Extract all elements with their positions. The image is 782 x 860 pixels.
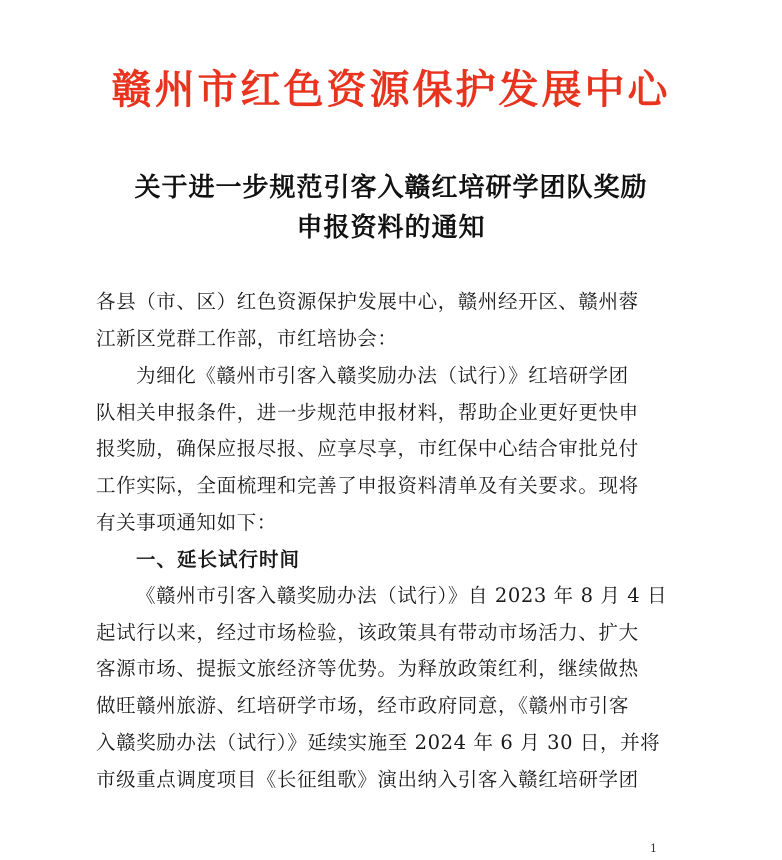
paragraph-line: 江新区党群工作部，市红培协会： (96, 326, 398, 350)
document-title (0, 168, 782, 248)
paragraph-line: 报奖励，确保应报尽报、应享尽享，市红保中心结合审批兑付 (96, 437, 639, 461)
intro-paragraph (96, 358, 696, 542)
paragraph-line: 客源市场、提振文旅经济等优势。为释放政策红利，继续做热 (96, 657, 639, 681)
title-line: 申报资料的通知 (296, 213, 486, 243)
page-number: 1 (650, 842, 657, 855)
issuing-organization-header: 赣州市红色资源保护发展中心 (111, 67, 671, 113)
paragraph-line: 市级重点调度项目《长征组歌》演出纳入引客入赣红培研学团 (96, 767, 639, 791)
paragraph-line: 有关事项通知如下： (96, 510, 277, 534)
section-heading: 一、延长试行时间 (136, 548, 301, 571)
title-line: 关于进一步规范引客入赣红培研学团队奖励 (134, 173, 648, 203)
section-1-paragraph (96, 578, 696, 798)
paragraph-line: 起试行以来，经过市场检验，该政策具有带动市场活力、扩大 (96, 620, 639, 644)
paragraph-line: 入赣奖励办法（试行）》延续实施至 2024 年 6 月 30 日，并将 (96, 730, 661, 754)
paragraph-line: 做旺赣州旅游、红培研学市场，经市政府同意，《赣州市引客 (96, 694, 629, 718)
paragraph-line: 为细化《赣州市引客入赣奖励办法（试行）》红培研学团 (136, 364, 629, 387)
paragraph-line: 各县（市、区）红色资源保护发展中心，赣州经开区、赣州蓉 (96, 290, 639, 313)
paragraph-line: 队相关申报条件，进一步规范申报材料，帮助企业更好更快申 (96, 400, 639, 424)
addressee (96, 284, 696, 357)
paragraph-line: 工作实际，全面梳理和完善了申报资料清单及有关要求。现将 (96, 474, 639, 498)
paragraph-line: 《赣州市引客入赣奖励办法（试行）》自 2023 年 8 月 4 日 (136, 584, 668, 607)
